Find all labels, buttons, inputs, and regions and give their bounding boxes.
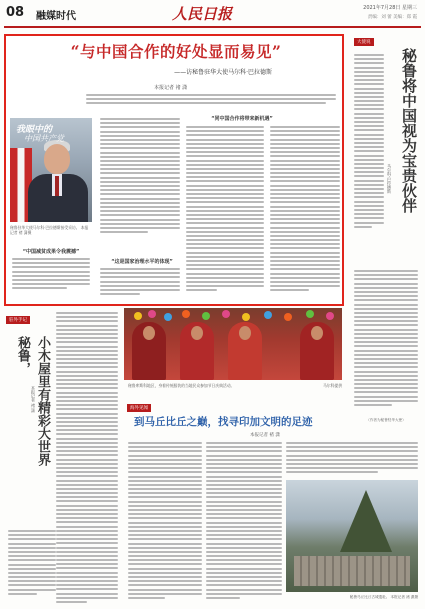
machu-picchu-photo (286, 480, 418, 592)
bottom-left-body-2 (8, 530, 56, 597)
article-subhead: ——访秘鲁驻华大使马尔科·巴拉德斯 (174, 69, 272, 76)
body-column-4 (270, 126, 340, 294)
ambassador-photo (10, 118, 92, 222)
right-column-body-top (354, 54, 384, 230)
paper-logo: 人民日报 (172, 5, 233, 23)
right-column-article[interactable] (350, 34, 421, 444)
bottom-left-title-line1: 秘鲁， (15, 336, 30, 375)
right-column-footer: （作者为秘鲁驻华大使） (366, 418, 406, 422)
right-column-tag: 大使说 (354, 38, 374, 46)
machu-picchu-caption: 秘鲁马丘比丘古城遗址。 本报记者 褚 潇摄 (349, 595, 418, 599)
column-logo-line1: 我眼中的 (16, 125, 53, 135)
bottom-article-title[interactable]: 到马丘比丘之巅，找寻印加文明的足迹 (134, 416, 313, 428)
festival-photo-credit: 马尔科提供 (323, 383, 342, 388)
section-subhead-2: “这是国家治理水平的体现” (111, 259, 173, 265)
editor-credits: 责编：刘 蕾 美编：郑 霞 (367, 15, 417, 20)
section-subhead-3: “同中国合作将带来新机遇” (211, 116, 273, 122)
lead-paragraph (86, 94, 336, 107)
section-name: 融媒时代 (36, 11, 76, 22)
article-byline: 本报记者 褚 潇 (154, 85, 188, 91)
bottom-article-body-3 (286, 442, 418, 476)
body-column-3 (186, 126, 264, 294)
body-column-2b (100, 268, 180, 297)
body-column-2 (100, 118, 180, 235)
body-column-1 (12, 258, 90, 292)
bottom-left-tag: 驻外手记 (6, 316, 30, 324)
bottom-left-body (56, 312, 118, 605)
featured-article-highlight[interactable] (4, 34, 344, 306)
article-headline: “与中国合作的好处显而易见” (70, 42, 282, 61)
section-subhead-1: “中国减贫成果令我震撼” (22, 249, 80, 255)
right-column-body-bottom (354, 270, 418, 408)
masthead (4, 2, 421, 28)
photo-caption: 秘鲁驻华大使马尔科·巴拉德斯接受采访。 本报记者 褚 潇摄 (10, 225, 89, 235)
column-logo-line2: 中国共产党 (24, 134, 64, 143)
bottom-article-byline: 本报记者 褚 潇 (250, 433, 280, 438)
right-column-byline: 马尔科·巴拉德斯 (387, 164, 392, 194)
issue-date: 2021年7月28日 星期三 (363, 5, 417, 11)
page-number: 08 (6, 5, 25, 20)
festival-photo (124, 308, 342, 380)
bottom-left-title-line2: 小木屋里有精彩大世界 (35, 336, 50, 466)
bottom-article-body-2 (206, 442, 282, 601)
bottom-article-body-1 (128, 442, 202, 601)
bottom-left-byline: 本报记者 褚 潇 (31, 386, 36, 413)
right-column-title: 秘鲁将中国视为宝贵伙伴 (400, 48, 418, 213)
bottom-article-tag: 海外见闻 (127, 404, 151, 412)
festival-photo-caption: 秘鲁库斯科地区，身着传统服装的当地民众参加节日庆典活动。 (128, 383, 235, 388)
